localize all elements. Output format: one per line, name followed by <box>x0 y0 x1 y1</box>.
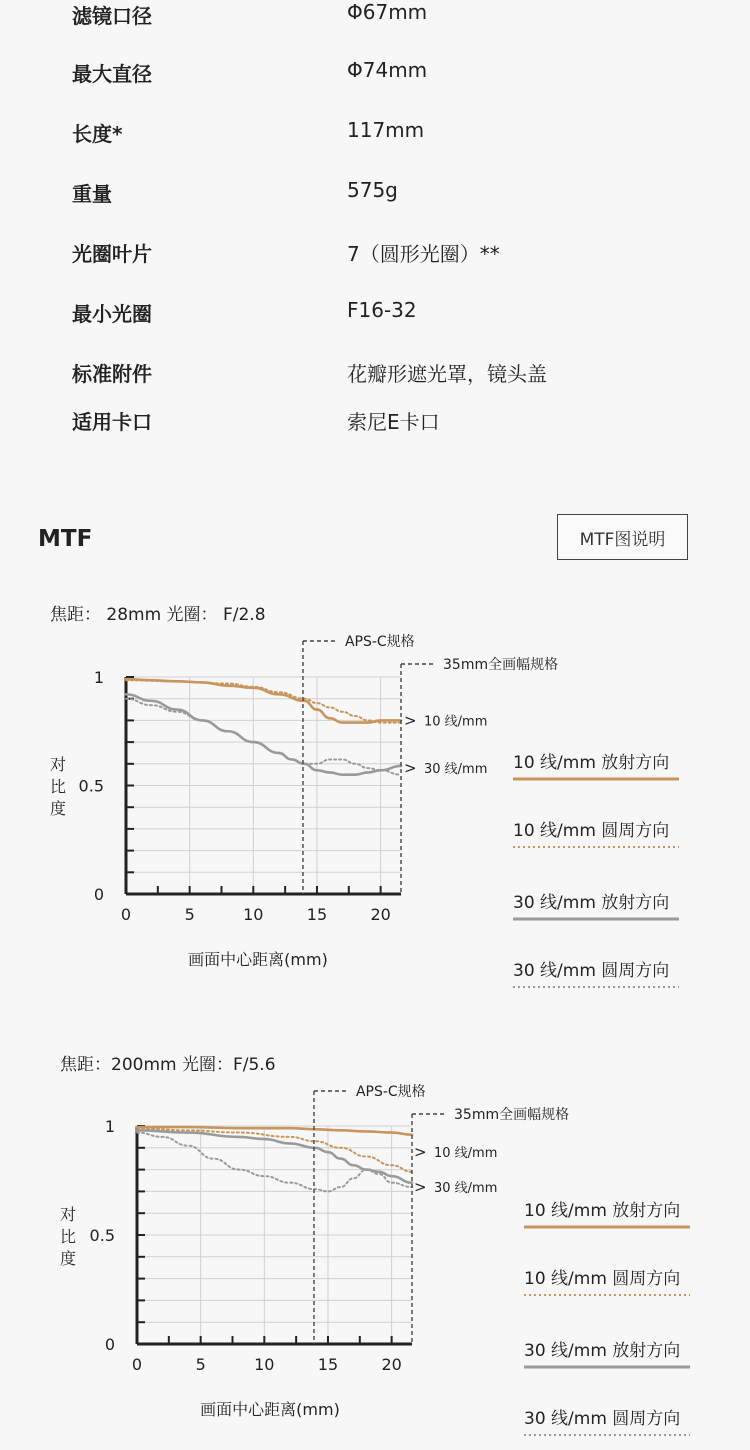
series-group-label: 10 线/mm <box>424 714 488 730</box>
spec-value: F16-32 <box>347 298 417 322</box>
spec-row-accessories <box>0 358 750 388</box>
spec-row-weight <box>0 178 750 208</box>
spec-row-min-aperture <box>0 298 750 328</box>
spec-label: 标准附件 <box>72 362 152 386</box>
y-tick-label: 1 <box>93 668 104 687</box>
legend-label: 30 线/mm 放射方向 <box>524 1341 681 1361</box>
x-tick-label: 10 <box>254 1355 275 1374</box>
legend-label: 10 线/mm 圆周方向 <box>524 1269 681 1289</box>
x-axis-label: 画面中心距离(mm) <box>188 950 328 969</box>
series-line-4 <box>126 699 401 775</box>
x-tick-label: 20 <box>370 905 391 924</box>
y-tick-label: 1 <box>104 1117 115 1136</box>
spec-value: 7（圆形光圈）** <box>347 242 500 266</box>
spec-value: 索尼E卡口 <box>347 410 440 434</box>
x-tick-label: 15 <box>306 905 328 924</box>
spec-label: 长度* <box>72 122 123 146</box>
spec-label: 最大直径 <box>72 62 152 86</box>
x-tick-label: 15 <box>317 1355 339 1374</box>
x-tick-label: 10 <box>243 905 264 924</box>
series-group-label: 30 线/mm <box>424 762 488 778</box>
spec-row-filter-diameter <box>0 0 750 30</box>
series-line-2 <box>137 1128 412 1172</box>
series-arrow: > <box>414 1178 427 1197</box>
spec-label: 滤镜口径 <box>72 4 152 28</box>
legend-label: 30 线/mm 放射方向 <box>513 893 670 913</box>
legend-label: 10 线/mm 圆周方向 <box>513 821 670 841</box>
series-arrow: > <box>404 759 417 778</box>
spec-row-aperture-blades <box>0 238 750 268</box>
series-arrow: > <box>404 711 417 730</box>
x-tick-label: 5 <box>195 1355 206 1374</box>
series-line-3 <box>126 694 401 774</box>
y-tick-label: 0.5 <box>89 1226 115 1245</box>
x-tick-label: 20 <box>381 1355 402 1374</box>
mtf-chart-200mm <box>0 1040 750 1445</box>
mtf-chart-28mm <box>0 590 750 990</box>
series-arrow: > <box>414 1143 427 1162</box>
legend-label: 10 线/mm 放射方向 <box>513 753 670 773</box>
x-tick-label: 0 <box>131 1355 143 1374</box>
mtf-section-title: MTF <box>38 526 93 552</box>
y-axis-label: 对比度 <box>49 755 67 818</box>
spec-label: 适用卡口 <box>72 410 152 434</box>
spec-value: Φ74mm <box>347 58 428 82</box>
spec-value: 花瓣形遮光罩，镜头盖 <box>347 362 547 386</box>
series-line-2 <box>126 680 401 722</box>
y-tick-label: 0 <box>104 1335 115 1354</box>
x-tick-label: 5 <box>184 905 195 924</box>
format-marker-label: APS-C规格 <box>344 634 415 650</box>
spec-label: 重量 <box>72 182 112 206</box>
x-tick-label: 0 <box>120 905 132 924</box>
format-marker-label: APS-C规格 <box>355 1084 426 1100</box>
legend-label: 10 线/mm 放射方向 <box>524 1201 681 1221</box>
chart-grid <box>126 677 401 894</box>
spec-row-max-diameter <box>0 58 750 88</box>
spec-value: 575g <box>347 178 398 202</box>
legend-label: 30 线/mm 圆周方向 <box>524 1409 681 1429</box>
spec-label: 最小光圈 <box>72 302 152 326</box>
chart-title: 焦距：200mm 光圈：F/5.6 <box>60 1055 276 1075</box>
legend-label: 30 线/mm 圆周方向 <box>513 961 670 981</box>
spec-row-mount <box>0 406 750 436</box>
series-group-label: 10 线/mm <box>434 1146 498 1162</box>
y-tick-label: 0 <box>93 885 104 904</box>
x-axis-label: 画面中心距离(mm) <box>200 1400 340 1419</box>
y-axis-label: 对比度 <box>59 1205 77 1268</box>
y-tick-label: 0.5 <box>78 776 104 796</box>
format-marker-label: 35mm全画幅规格 <box>443 657 559 673</box>
chart-title: 焦距： 28mm 光圈： F/2.8 <box>50 605 266 625</box>
spec-value: 117mm <box>347 118 425 142</box>
format-marker-label: 35mm全画幅规格 <box>454 1107 570 1123</box>
mtf-explanation-button[interactable]: MTF图说明 <box>557 514 688 560</box>
spec-label: 光圈叶片 <box>72 242 152 266</box>
chart-grid <box>137 1126 412 1344</box>
spec-value: Φ67mm <box>347 0 428 24</box>
series-group-label: 30 线/mm <box>434 1181 498 1197</box>
spec-row-length <box>0 118 750 148</box>
series-line-1 <box>126 679 401 722</box>
